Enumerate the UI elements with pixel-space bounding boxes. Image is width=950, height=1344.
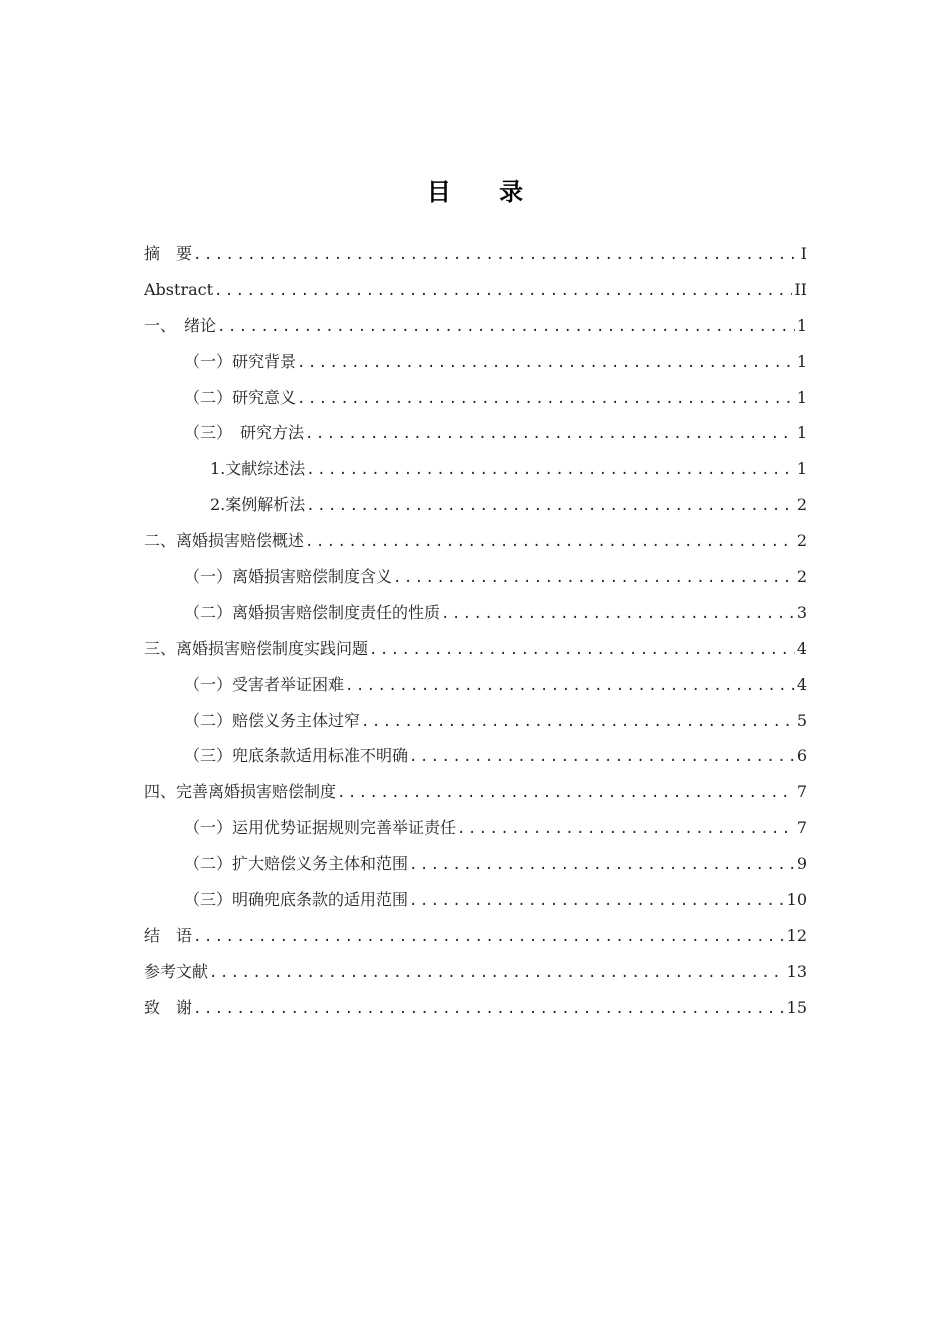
toc-entry-page: 2 xyxy=(796,495,807,515)
dot-leader xyxy=(214,274,792,308)
toc-entry-chapter-3[interactable] xyxy=(144,631,807,667)
toc-entry-chapter-4[interactable] xyxy=(144,774,807,810)
dot-leader xyxy=(193,992,785,1026)
toc-entry-label: （二）赔偿义务主体过窄 xyxy=(184,710,361,730)
toc-entry-page: I xyxy=(800,244,807,263)
toc-entry-label: 摘 要 xyxy=(144,244,193,263)
toc-entry-page: 7 xyxy=(796,818,807,838)
toc-entry-conclusion[interactable] xyxy=(144,918,807,954)
toc-entry-abstract-en[interactable] xyxy=(144,272,807,308)
toc-entry-references[interactable] xyxy=(144,954,807,990)
dot-leader xyxy=(193,238,799,272)
dot-leader xyxy=(369,633,795,667)
toc-title: 目 录 xyxy=(426,178,544,206)
toc-entry-label: 参考文献 xyxy=(144,961,209,981)
dot-leader xyxy=(393,561,795,595)
toc-entry-label: （二）研究意义 xyxy=(184,387,297,407)
toc-entry-page: 6 xyxy=(796,746,807,766)
dot-leader xyxy=(193,920,785,954)
toc-entry-label: 三、离婚损害赔偿制度实践问题 xyxy=(144,638,369,658)
toc-entry-page: 2 xyxy=(796,531,807,551)
toc-entry-label: 结 语 xyxy=(144,925,193,945)
toc-entry-label: 1.文献综述法 xyxy=(210,459,306,479)
toc-entry-label: Abstract xyxy=(144,279,214,299)
dot-leader xyxy=(337,776,795,810)
toc-entry-page: 2 xyxy=(796,567,807,587)
toc-entry-page: 3 xyxy=(796,602,807,622)
dot-leader xyxy=(209,956,785,990)
toc-entry-section-1-3-2[interactable] xyxy=(144,487,807,523)
dot-leader xyxy=(361,705,795,739)
toc-entry-label: （三）兜底条款适用标准不明确 xyxy=(184,746,409,766)
toc-entry-page: 4 xyxy=(796,674,807,694)
toc-entry-page: 1 xyxy=(796,315,807,335)
toc-entry-label: （一）运用优势证据规则完善举证责任 xyxy=(184,818,457,838)
toc-entry-page: 12 xyxy=(786,925,807,945)
toc-entry-page: 5 xyxy=(796,710,807,730)
toc-entry-abstract-cn[interactable] xyxy=(144,236,807,272)
dot-leader xyxy=(306,453,795,487)
dot-leader xyxy=(305,525,795,559)
dot-leader xyxy=(217,310,795,344)
toc-entry-section-3-1[interactable] xyxy=(144,667,807,703)
toc-entry-label: （一）受害者举证困难 xyxy=(184,674,345,694)
dot-leader xyxy=(409,848,795,882)
toc-entry-page: 7 xyxy=(796,782,807,802)
toc-entry-section-1-2[interactable] xyxy=(144,380,807,416)
toc-entry-page: 13 xyxy=(786,961,807,981)
toc-entry-label: （三）明确兜底条款的适用范围 xyxy=(184,890,409,910)
toc-entry-section-1-3[interactable] xyxy=(144,415,807,451)
dot-leader xyxy=(305,417,795,451)
dot-leader xyxy=(297,346,795,380)
toc-entry-page: 1 xyxy=(796,423,807,443)
toc-entry-label: （二）离婚损害赔偿制度责任的性质 xyxy=(184,602,441,622)
toc-entry-section-4-3[interactable] xyxy=(144,882,807,918)
dot-leader xyxy=(409,740,795,774)
toc-entry-section-4-1[interactable] xyxy=(144,810,807,846)
toc-entry-page: 10 xyxy=(786,890,807,910)
toc-entry-section-3-2[interactable] xyxy=(144,703,807,739)
toc-entry-chapter-2[interactable] xyxy=(144,523,807,559)
toc-entry-page: 9 xyxy=(796,854,807,874)
toc-entry-page: 4 xyxy=(796,638,807,658)
toc-entry-label: （三） 研究方法 xyxy=(184,423,305,443)
dot-leader xyxy=(457,812,795,846)
table-of-contents xyxy=(144,236,807,1026)
toc-entry-section-3-3[interactable] xyxy=(144,738,807,774)
toc-entry-acknowledgements[interactable] xyxy=(144,990,807,1026)
toc-entry-label: 2.案例解析法 xyxy=(210,495,306,515)
dot-leader xyxy=(441,597,795,631)
toc-entry-label: 致 谢 xyxy=(144,997,193,1017)
toc-entry-section-2-2[interactable] xyxy=(144,595,807,631)
dot-leader xyxy=(306,489,795,523)
toc-entry-page: 1 xyxy=(796,459,807,479)
toc-entry-page: 15 xyxy=(786,997,807,1017)
toc-entry-page: 1 xyxy=(796,351,807,371)
toc-entry-section-2-1[interactable] xyxy=(144,559,807,595)
toc-entry-page: 1 xyxy=(796,387,807,407)
dot-leader xyxy=(409,884,785,918)
toc-entry-label: （二）扩大赔偿义务主体和范围 xyxy=(184,854,409,874)
toc-entry-page: II xyxy=(794,279,807,299)
toc-entry-section-1-3-1[interactable] xyxy=(144,451,807,487)
dot-leader xyxy=(345,669,795,703)
toc-entry-label: 四、完善离婚损害赔偿制度 xyxy=(144,782,337,802)
toc-entry-label: （一）研究背景 xyxy=(184,351,297,371)
toc-entry-chapter-1[interactable] xyxy=(144,308,807,344)
toc-entry-label: 一、 绪论 xyxy=(144,315,217,335)
toc-entry-label: 二、离婚损害赔偿概述 xyxy=(144,531,305,551)
toc-entry-label: （一）离婚损害赔偿制度含义 xyxy=(184,567,393,587)
toc-entry-section-4-2[interactable] xyxy=(144,846,807,882)
toc-entry-section-1-1[interactable] xyxy=(144,344,807,380)
dot-leader xyxy=(297,382,795,416)
